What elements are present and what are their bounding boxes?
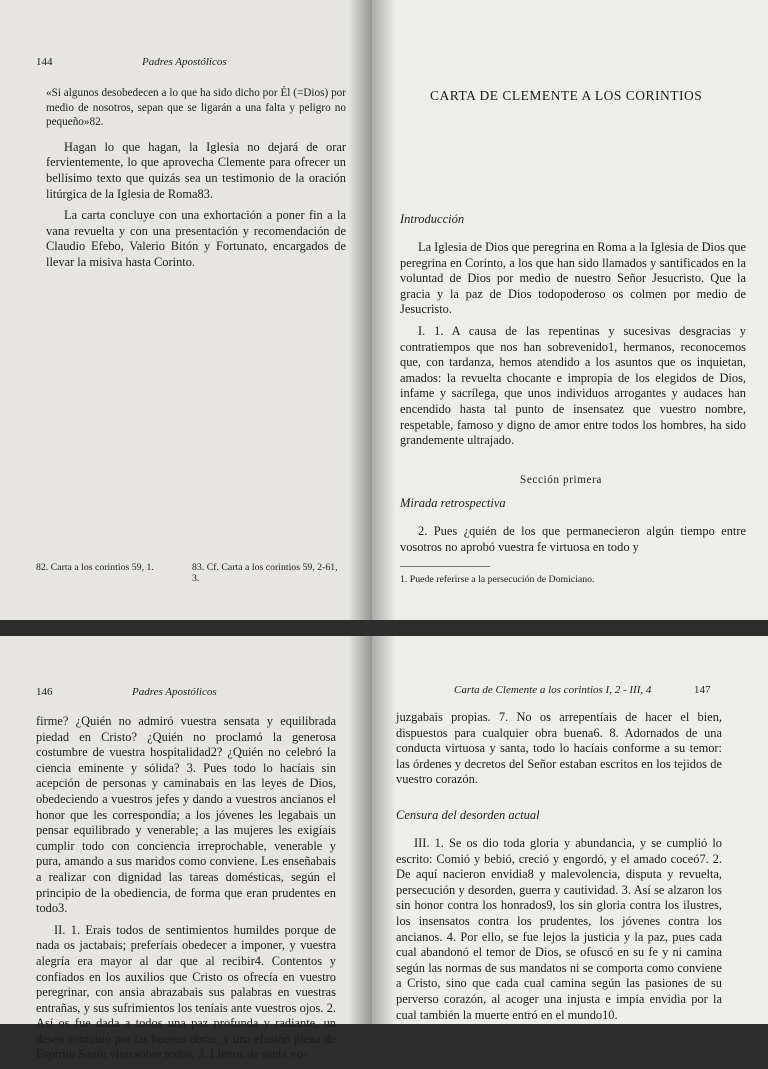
page-body [46,86,346,277]
block-quote: «Si algunos desobedecen a lo que ha sido dicho por Él (=Dios) por medio de nosotros, sepan que se ligarán a una falta y peligro no pequeño»82. [46,87,346,129]
paragraph: 2. Pues ¿quién de los que permanecieron algún tiempo entre vosotros no aprobó vuestra fe virtuosa en todo y [400,524,746,554]
page-body [36,714,336,1069]
page-number: 147 [694,684,711,696]
paragraph: juzgabais propias. 7. No os arrepentíais de hacer el bien, dispuestos para cualquier obra buena6. 8. Adornados de una conducta virtuosa y santa, todo lo hacíais conforme a su temor: las órdenes y decretos del Señor estaban escritos en los tejidos de vuestro corazón. [396,710,722,787]
page-gutter-shadow [372,636,396,1024]
page-gutter-shadow [348,636,372,1024]
footnote-82: 82. Carta a los corintios 59, 1. [36,562,154,573]
page-number: 146 [36,686,53,698]
page-gutter-shadow [372,0,396,620]
paragraph: La carta concluye con una exhortación a poner fin a la vana revuelta y con una presentación y recomendación de Claudio Efebo, Valerio Bitón y Fortunato, encargados de llevar la misiva hasta Corinto. [46,208,346,269]
section-heading: Introducción [400,212,465,226]
page-body [396,710,722,794]
paragraph: Hagan lo que hagan, la Iglesia no dejará de orar fervientemente, lo que aprovecha Clemente para ofrecer un bellísimo texto que quizás sea un testimonio de la oración litúrgica de la Iglesia de Roma83. [46,139,346,201]
paragraph: III. 1. Se os dio toda gloria y abundancia, y se cumplió lo escrito: Comió y bebió, creció y engordó, y el amado coceó7. 2. De aquí nacieron envidia8 y malevolencia, disputa y revuelta, persecución y desorden, guerra y cautividad. 3. Así se alzaron los sin honor contra los honrados9, los sin gloria contra los ilustres, los insensatos contra los prudentes, los jóvenes contra los ancianos. 4. Por ello, se fue lejos la justicia y la paz, pues cada cual abandonó el temor de Dios, se ofuscó en su fe y ni camina según las normas de sus mandatos ni se comporta como conviene a Cristo, sino que cada cual camina según las pasiones de su perverso corazón, al acoger una injusta e impía envidia por la cual también la muerte entró en el mundo10. [396,836,722,1022]
subsection-heading: Mirada retrospectiva [400,496,506,510]
page-146 [0,636,372,1062]
running-header: Padres Apostólicos [132,686,217,698]
footnote-83: 83. Cf. Carta a los corintios 59, 2-61, 3. [192,562,338,584]
page-gutter-shadow [348,0,372,620]
paragraph: II. 1. Erais todos de sentimientos humildes porque de nada os jactabais; preferíais obedecer a imponer, y vuestra alegría era mayor al dar que al recibir4. Contentos y confiados en los auxilios que Cristo os ofrecía en vuestro peregrinar, con ansia abrazabais sus palabras en vuestras entrañas, y sus sufrimientos los teníais ante vuestros ojos. 2. Así os fue dada a todos una paz profunda y radiante, un deseo continuo por las buenas obras; y una efusión plena de Espíritu Santo vino sobre todos. 3. Llenos de santa vo- [36,922,336,1062]
running-header: Padres Apostólicos [142,56,227,68]
page-number: 144 [36,56,53,68]
paragraph: La Iglesia de Dios que peregrina en Roma a la Iglesia de Dios que peregrina en Corinto, a los que han sido llamados y santificados en la voluntad de Dios por medio de nuestro Señor Jesucristo. Que la gracia y la paz de Dios todopoderoso os colmen por medio de Jesucristo. [400,240,746,317]
chapter-title: CARTA DE CLEMENTE A LOS CORINTIOS [430,88,703,103]
footnote-1: 1. Puede referirse a la persecución de Domiciano. [400,574,595,585]
page-body [400,240,746,455]
page-body-cont [400,524,746,561]
section-label: Sección primera [520,474,602,486]
subsection-heading: Censura del desorden actual [396,808,540,822]
page-144 [0,0,372,620]
page-body-cont [396,836,722,1029]
footnote-rule [400,566,490,567]
running-header: Carta de Clemente a los corintios I, 2 - III, 4 [454,684,652,696]
paragraph: firme? ¿Quién no admiró vuestra sensata y equilibrada piedad en Cristo? ¿Quién no proclamó la generosa costumbre de vuestra hospitalidad2? ¿Quién no celebró la ciencia eminente y sólida? 3. Pues todo lo hacíais sin acepción de personas y caminabais en las leyes de Dios, obedeciendo a vuestros jefes y dando a vuestros ancianos el honor que les correspondía; a los jóvenes les legabais un pensar equilibrado y venerable; a las mujeres les exigíais cumplir todo con conciencia irreprochable, venerable y pura, amando a sus maridos como conviene. Les enseñabais a realizar con dignidad las tareas domésticas, según el principio de la obediencia, de forma que eran prudentes en todo3. [36,714,336,916]
page-147 [372,636,768,1024]
page-145 [372,0,768,620]
paragraph: I. 1. A causa de las repentinas y sucesivas desgracias y contratiempos que nos han sobrevenido1, hermanos, reconocemos que, con tardanza, hemos atendido a los asuntos que os inquietan, amados: la revuelta chocante e impropia de los elegidos de Dios, infame y sacrílega, que unos individuos arrogantes y audaces han encendido hasta tal punto de insensatez que vuestro nombre, respetable, famoso y digno de amor entre todos los hombres, ha sido grandemente ultrajado. [400,323,746,448]
